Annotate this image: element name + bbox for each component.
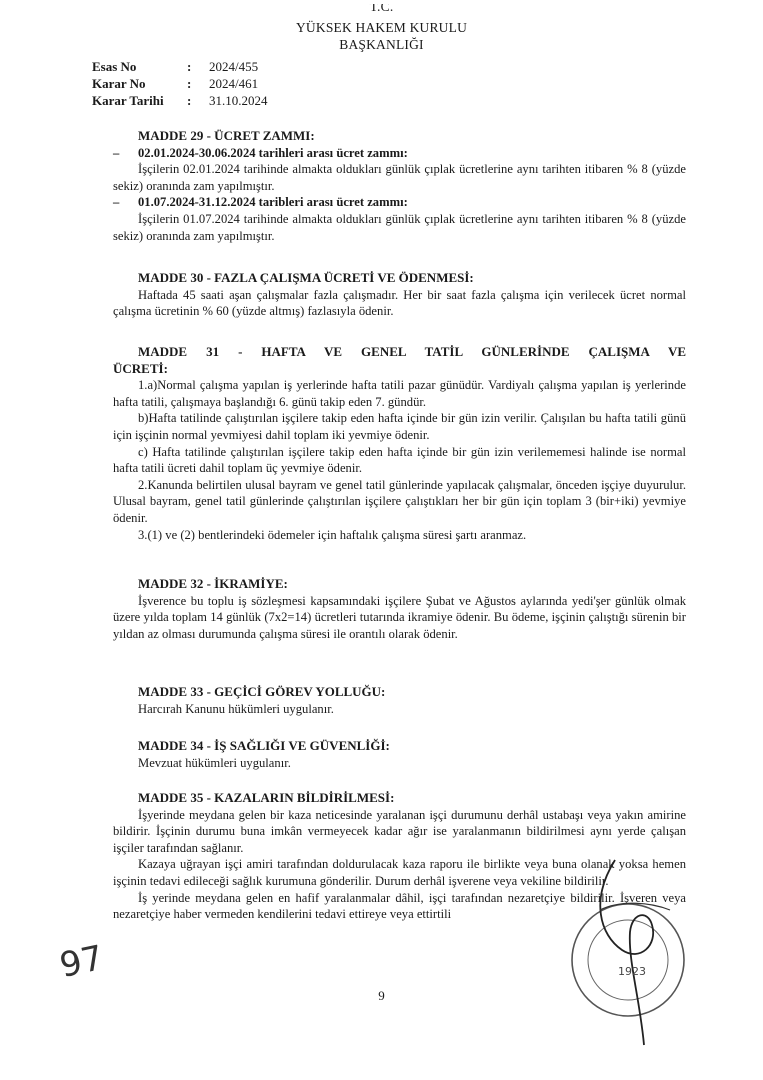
article-29-bullet-1-text: 02.01.2024-30.06.2024 tarihleri arası ücret zammı: [138, 145, 408, 160]
dash-bullet-icon: – [113, 195, 120, 210]
meta-value: 31.10.2024 [209, 93, 268, 108]
meta-label: Karar Tarihi [92, 93, 164, 108]
article-32-title: MADDE 32 - İKRAMİYE: [138, 576, 288, 591]
article-31-paragraph-5: 3.(1) ve (2) bentlerindeki ödemeler için haftalık çalışma süresi şartı aranmaz. [138, 527, 527, 542]
article-29-bullet-1 [113, 145, 686, 162]
article-35-paragraph-2: Kazaya uğrayan işçi amiri tarafından doldurulacak kaza raporu ile birlikte veya buna olanak yoksa hemen işçinin tedavi edileceği sağlık kurumuna gönderilir. Durum derhâl işverene veya vekiline bildirilir. [113, 857, 686, 888]
article-34 [113, 738, 686, 771]
article-35-paragraph-3: İş yerinde meydana gelen en hafif yaralanmalar dâhil, işçi tarafından nezaretçiye bildirilir. İşveren veya nezaretçiye haber vermeden kendilerini tedavi ettireye veya ettirtili [113, 890, 686, 922]
article-31-title-cont: ÜCRETİ: [113, 360, 168, 376]
meta-value: 2024/455 [209, 59, 259, 74]
seal-year: 1923 [618, 965, 646, 978]
header-top-fragment: T.C. [369, 4, 394, 14]
dash-bullet-icon: – [113, 145, 120, 160]
article-31-paragraph-1: 1.a)Normal çalışma yapılan iş yerlerinde hafta tatili pazar günüdür. Vardiyalı çalışma yapılan iş yerlerinde hafta tatili, çalışmaya başlandığı 6. günü takip eden 7. gündür. [113, 378, 686, 409]
article-31-paragraph-2: b)Hafta tatilinde çalıştırılan işçilere takip eden hafta içinde bir gün izin verilir. Çalışılan bu hafta tatili günü için işçinin normal yevmiyesi dahil toplam iki yevmiye ödenir. [113, 411, 686, 442]
meta-label: Esas No [92, 59, 137, 74]
article-29-bullet-2-text: 01.07.2024-31.12.2024 taribleri arası ücret zammı: [138, 195, 408, 210]
article-29-title: MADDE 29 - ÜCRET ZAMMI: [138, 128, 315, 143]
meta-row-karar [92, 75, 268, 92]
page-number: 9 [378, 988, 385, 1003]
article-34-title: MADDE 34 - İŞ SAĞLIĞI VE GÜVENLİĞİ: [138, 738, 390, 753]
meta-colon: : [187, 93, 192, 108]
article-35-paragraph-1: İşyerinde meydana gelen bir kaza neticesinde yaralanan işçi durumunu derhâl ustabaşı veya yakın amirine bildirir. İşçinin durumu buna imkân vermeyecek kadar ağır ise yaralanmanın bildirilmesi aynı yerde çalışan işçiler tarafından sağlanır. [113, 807, 686, 855]
official-seal-stamp [560, 840, 690, 1050]
article-33 [113, 684, 686, 717]
meta-value: 2024/461 [209, 76, 259, 91]
header-department: BAŞKANLIĞI [339, 37, 424, 52]
header-institution: YÜKSEK HAKEM KURULU [295, 20, 468, 35]
meta-colon: : [187, 76, 192, 91]
handwritten-margin-mark: 97 [56, 937, 107, 987]
article-30 [113, 270, 686, 320]
article-29-paragraph-2: İşçilerin 01.07.2024 tarihinde almakta oldukları günlük çıplak ücretlerine aynı tarihten itibaren % 8 (yüzde sekiz) oranında zam yapılmıştır. [113, 211, 686, 243]
meta-row-tarih [92, 92, 268, 109]
article-35-title: MADDE 35 - KAZALARIN BİLDİRİLMESİ: [138, 790, 395, 805]
article-30-title: MADDE 30 - FAZLA ÇALIŞMA ÜCRETİ VE ÖDENMESİ: [138, 270, 474, 285]
meta-colon: : [187, 59, 192, 74]
article-32 [113, 576, 686, 642]
article-31-title: MADDE 31 - HAFTA VE GENEL TATİL GÜNLERİNDE ÇALIŞMA VE [138, 344, 686, 359]
case-meta [92, 58, 268, 109]
article-34-paragraph: Mevzuat hükümleri uygulanır. [138, 755, 291, 770]
meta-label: Karar No [92, 76, 146, 91]
article-33-paragraph: Harcırah Kanunu hükümleri uygulanır. [138, 701, 334, 716]
article-29-paragraph-1: İşçilerin 02.01.2024 tarihinde almakta oldukları günlük çıplak ücretlerine aynı tarihten itibaren % 8 (yüzde sekiz) oranında zam yapılmıştır. [113, 162, 686, 193]
article-31 [113, 344, 686, 543]
article-32-paragraph: İşverence bu toplu iş sözleşmesi kapsamındaki işçilere Şubat ve Ağustos aylarında yedi'şer günlük olmak üzere yılda toplam 14 günlük (7x2=14) ücretleri tutarında ikramiye ödenir. Bu ödeme, işçinin çalıştığı sürenin bir yıldan az olması durumunda çalışma süresi ile orantılı olarak ödenir. [113, 593, 686, 641]
article-29 [113, 128, 686, 244]
article-33-title: MADDE 33 - GEÇİCİ GÖREV YOLLUĞU: [138, 684, 386, 699]
article-29-bullet-2 [113, 194, 686, 211]
article-31-paragraph-4: 2.Kanunda belirtilen ulusal bayram ve genel tatil günlerinde yapılacak çalışmalar, önceden işçiye duyurulur. Ulusal bayram, genel tatil günlerinde çalıştırılan işçilere çalıştıkları her bir gün için toplam 3 (bir+iki) yevmiye ödenir. [113, 477, 686, 525]
article-30-paragraph: Haftada 45 saati aşan çalışmalar fazla çalışmadır. Her bir saat fazla çalışma için verilecek ücret normal çalışma ücretinin % 60 (yüzde altmış) fazlasıyla ödenir. [113, 287, 686, 319]
article-31-paragraph-3: c) Hafta tatilinde çalıştırılan işçilere takip eden hafta içinde bir gün izin verilememesi halinde ise normal hafta tatili ücreti dahil toplam üç yevmiye ödenir. [113, 444, 686, 476]
meta-row-esas [92, 58, 268, 75]
